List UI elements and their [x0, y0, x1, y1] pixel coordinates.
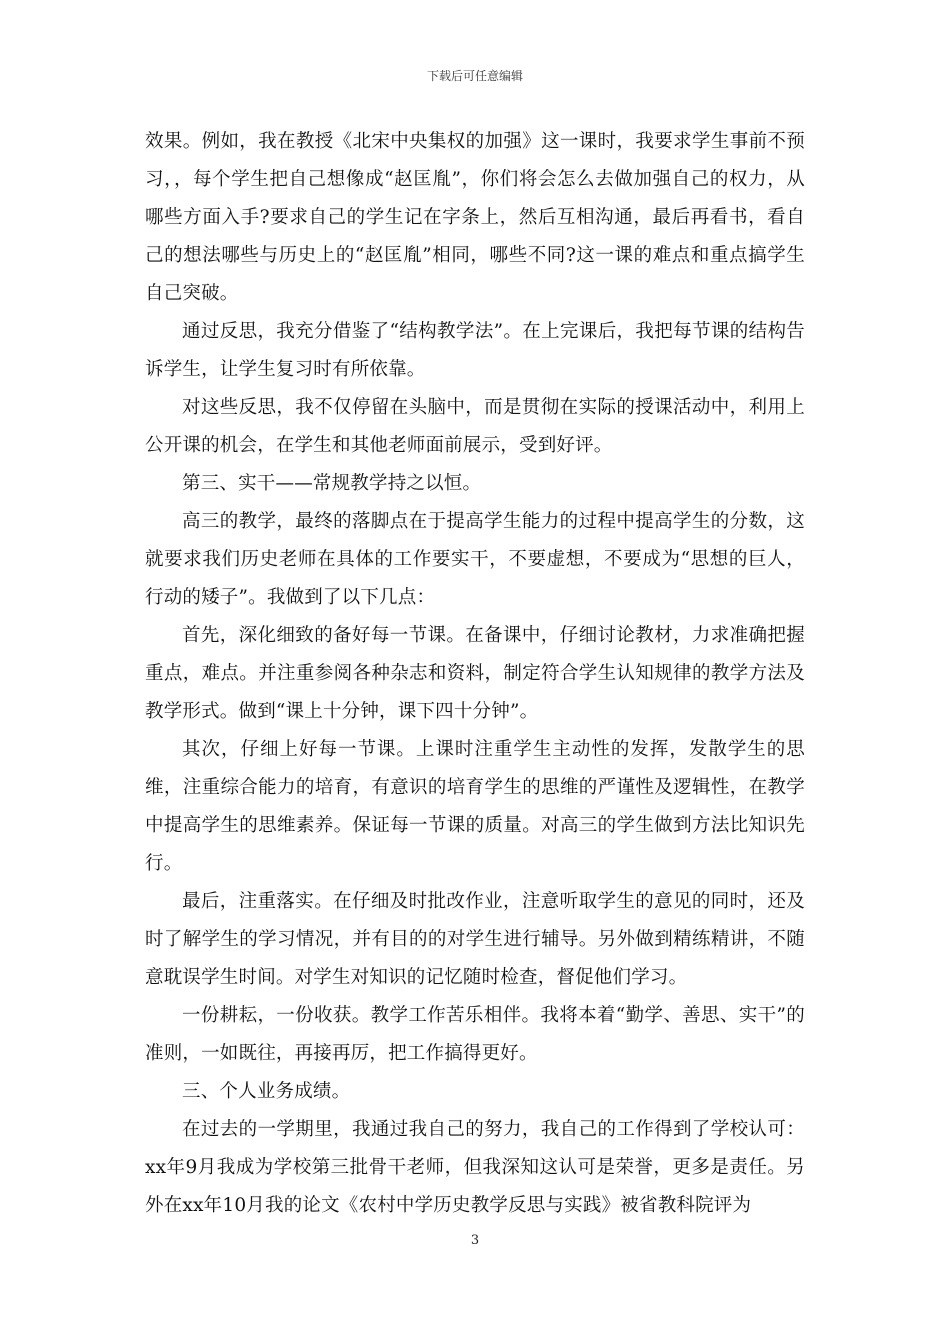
page-number: 3: [470, 1233, 480, 1248]
paragraph: 效果。例如，我在教授《北宋中央集权的加强》这一课时，我要求学生事前不预习，，每个学生把自己想像成“赵匡胤”，你们将会怎么去做加强自己的权力，从哪些方面入手?要求自己的学生记在字条上，然后互相沟通，最后再看书，看自己的想法哪些与历史上的“赵匡胤”相同，哪些不同?这一课的难点和重点搞学生自己突破。: [145, 131, 805, 304]
paragraph: 对这些反思，我不仅停留在头脑中，而是贯彻在实际的授课活动中，利用上公开课的机会，在学生和其他老师面前展示，受到好评。: [145, 397, 805, 456]
section-heading: 三、个人业务成绩。: [182, 1081, 351, 1102]
paragraph: 其次，仔细上好每一节课。上课时注重学生主动性的发挥，发散学生的思维，注重综合能力的培育，有意识的培育学生的思维的严谨性及逻辑性，在教学中提高学生的思维素养。保证每一节课的质量。对高三的学生做到方法比知识先行。: [145, 739, 805, 874]
paragraph: 在过去的一学期里，我通过我自己的努力，我自己的工作得到了学校认可：xx年9月我成为学校第三批骨干老师，但我深知这认可是荣誉，更多是责任。另外在xx年10月我的论文《农村中学历史教学反思与实践》被省教科院评为: [145, 1119, 805, 1216]
page-header-note: 下载后可任意编辑: [426, 69, 523, 83]
paragraph: 最后，注重落实。在仔细及时批改作业，注意听取学生的意见的同时，还及时了解学生的学习情况，并有目的的对学生进行辅导。另外做到精练精讲，不随意耽误学生时间。对学生对知识的记忆随时检查，督促他们学习。: [145, 891, 805, 988]
paragraph: 一份耕耘，一份收获。教学工作苦乐相伴。我将本着“勤学、善思、实干”的准则，一如既往，再接再厉，把工作搞得更好。: [145, 1005, 805, 1064]
paragraph: 高三的教学，最终的落脚点在于提高学生能力的过程中提高学生的分数，这就要求我们历史老师在具体的工作要实干，不要虚想，不要成为“思想的巨人，行动的矮子”。我做到了以下几点：: [145, 511, 805, 608]
section-heading: 第三、实干——常规教学持之以恒。: [182, 473, 482, 494]
document-body: [145, 123, 805, 1225]
paragraph: 通过反思，我充分借鉴了“结构教学法”。在上完课后，我把每节课的结构告诉学生，让学生复习时有所依靠。: [145, 321, 805, 380]
paragraph: 首先，深化细致的备好每一节课。在备课中，仔细讨论教材，力求准确把握重点，难点。并注重参阅各种杂志和资料，制定符合学生认知规律的教学方法及教学形式。做到“课上十分钟，课下四十分钟”。: [145, 625, 805, 722]
